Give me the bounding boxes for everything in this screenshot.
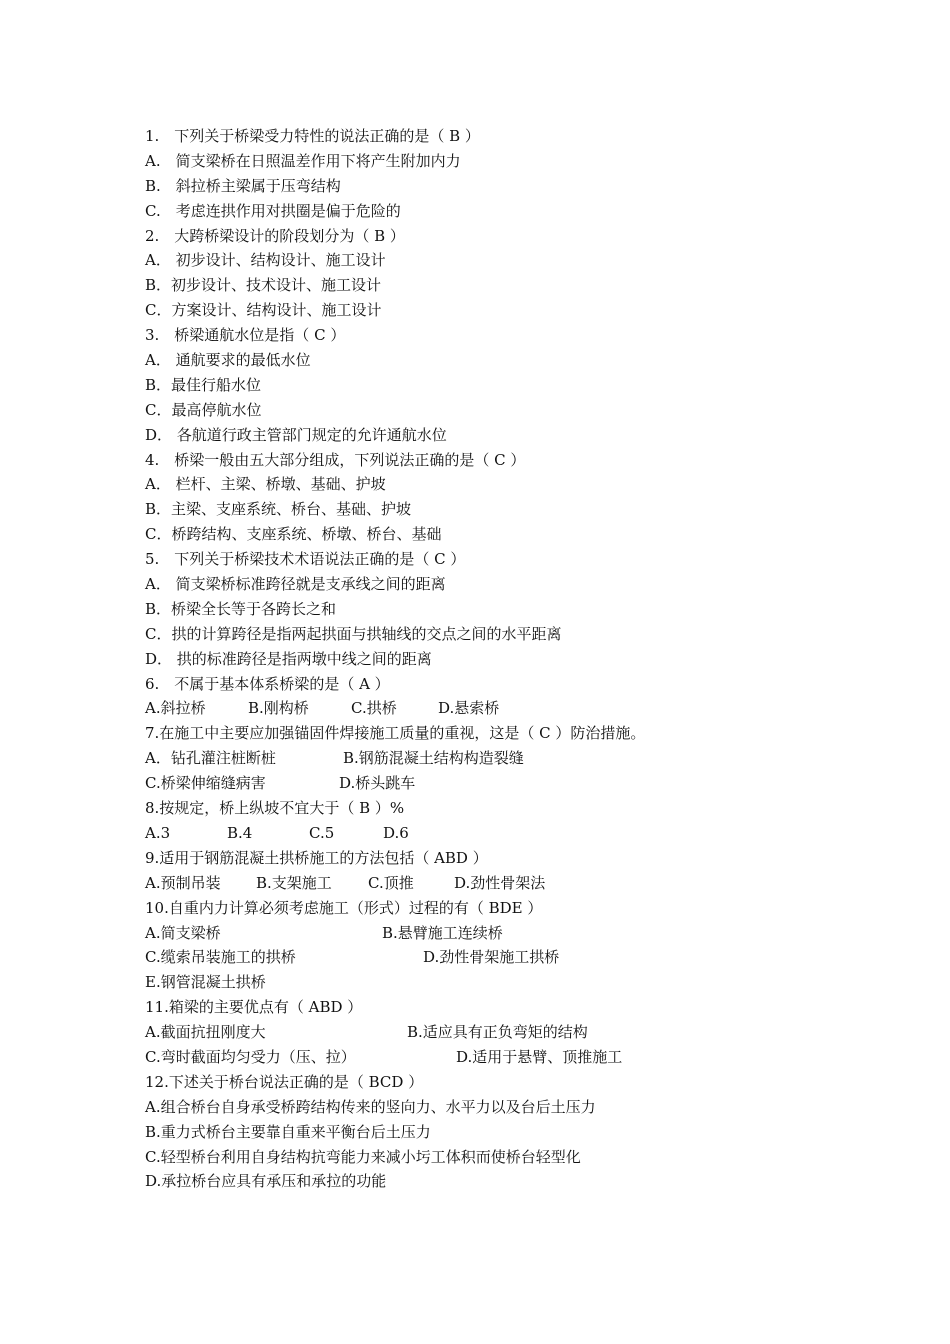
option-a: A．钻孔灌注桩断桩 xyxy=(145,749,276,768)
option-line: A． 栏杆、主梁、桥墩、基础、护坡 xyxy=(145,475,386,494)
question-stem: 5. 下列关于桥梁技术术语说法正确的是（ C ） xyxy=(145,550,466,569)
option-c: C.5 xyxy=(309,823,335,842)
option-line: A. 简支梁桥在日照温差作用下将产生附加内力 xyxy=(145,151,461,170)
option-row xyxy=(145,771,705,796)
question-stem: 3. 桥梁通航水位是指（ C ） xyxy=(145,326,346,345)
option-line: B．主梁、支座系统、桥台、基础、护坡 xyxy=(145,500,412,519)
option-a: A.简支梁桥 xyxy=(145,923,221,942)
option-c: C.弯时截面均匀受力（压、拉） xyxy=(145,1047,356,1066)
question-stem: 2. 大跨桥梁设计的阶段划分为（ B ） xyxy=(145,226,405,245)
question-stem: 11.箱梁的主要优点有（ ABD ） xyxy=(145,998,363,1017)
option-b: B.支架施工 xyxy=(256,873,332,892)
option-d: D.劲性骨架法 xyxy=(454,873,546,892)
option-line: C．拱的计算跨径是指两起拱面与拱轴线的交点之间的水平距离 xyxy=(145,624,562,643)
option-line: B.重力式桥台主要靠自重来平衡台后土压力 xyxy=(145,1122,431,1141)
question-stem: 1. 下列关于桥梁受力特性的说法正确的是（ B ） xyxy=(145,127,480,145)
option-line: A.组合桥台自身承受桥跨结构传来的竖向力、水平力以及台后土压力 xyxy=(145,1097,596,1116)
question-stem: 7.在施工中主要应加强锚固件焊接施工质量的重视，这是（ C ）防治措施。 xyxy=(145,724,646,743)
option-c: C.拱桥 xyxy=(351,699,397,718)
question-stem: 4. 桥梁一般由五大部分组成，下列说法正确的是（ C ） xyxy=(145,450,526,469)
option-line: A． 通航要求的最低水位 xyxy=(145,351,311,370)
option-line: C．最高停航水位 xyxy=(145,400,262,419)
option-row xyxy=(145,921,705,946)
option-line: E.钢管混凝土拱桥 xyxy=(145,973,266,992)
option-line: C．方案设计、结构设计、施工设计 xyxy=(145,301,382,320)
option-d: D.桥头跳车 xyxy=(339,774,416,793)
option-line: D． 拱的标准跨径是指两墩中线之间的距离 xyxy=(145,649,432,668)
option-a: A.截面抗扭刚度大 xyxy=(145,1023,266,1042)
option-d: D.6 xyxy=(383,823,409,842)
option-line: B．初步设计、技术设计、施工设计 xyxy=(145,276,382,295)
option-c: C.桥梁伸缩缝病害 xyxy=(145,774,266,793)
option-line: A． 简支梁桥标准跨径就是支承线之间的距离 xyxy=(145,575,446,594)
option-b: B.4 xyxy=(227,823,253,842)
option-b: B.适应具有正负弯矩的结构 xyxy=(407,1023,588,1042)
option-a: A.3 xyxy=(145,823,171,842)
question-stem: 9.适用于钢筋混凝土拱桥施工的方法包括（ ABD ） xyxy=(145,848,488,867)
question-stem: 10.自重内力计算必须考虑施工（形式）过程的有（ BDE ） xyxy=(145,898,543,917)
question-stem: 6. 不属于基本体系桥梁的是（ A ） xyxy=(145,674,390,693)
option-line: C．桥跨结构、支座系统、桥墩、桥台、基础 xyxy=(145,525,442,544)
option-line: C. 考虑连拱作用对拱圈是偏于危险的 xyxy=(145,201,401,220)
option-b: B.悬臂施工连续桥 xyxy=(382,923,503,942)
option-row xyxy=(145,1045,705,1070)
option-row xyxy=(145,871,705,896)
question-stem: 8.按规定，桥上纵坡不宜大于（ B ）% xyxy=(145,799,405,818)
option-line: B. 斜拉桥主梁属于压弯结构 xyxy=(145,176,341,195)
option-c: C.缆索吊装施工的拱桥 xyxy=(145,948,296,967)
option-a: A.斜拉桥 xyxy=(145,699,206,718)
option-line: D.承拉桥台应具有承压和承拉的功能 xyxy=(145,1172,387,1191)
option-d: D.劲性骨架施工拱桥 xyxy=(423,948,560,967)
option-b: B.钢筋混凝土结构构造裂缝 xyxy=(343,749,524,768)
option-b: B.刚构桥 xyxy=(248,699,309,718)
option-line: B．最佳行船水位 xyxy=(145,375,262,394)
option-line: B．桥梁全长等于各跨长之和 xyxy=(145,599,337,618)
option-d: D.悬索桥 xyxy=(438,699,500,718)
option-line: D． 各航道行政主管部门规定的允许通航水位 xyxy=(145,425,447,444)
option-row xyxy=(145,945,705,970)
option-c: C.顶推 xyxy=(368,873,414,892)
option-row xyxy=(145,696,705,721)
option-row xyxy=(145,821,705,846)
option-a: A.预制吊装 xyxy=(145,873,221,892)
document-body xyxy=(145,124,705,1194)
option-d: D.适用于悬臂、顶推施工 xyxy=(456,1047,623,1066)
option-line: C.轻型桥台利用自身结构抗弯能力来减小圬工体积而使桥台轻型化 xyxy=(145,1147,581,1166)
option-row xyxy=(145,1020,705,1045)
question-stem: 12.下述关于桥台说法正确的是（ BCD ） xyxy=(145,1072,424,1091)
option-row xyxy=(145,746,705,771)
option-line: A． 初步设计、结构设计、施工设计 xyxy=(145,251,386,270)
